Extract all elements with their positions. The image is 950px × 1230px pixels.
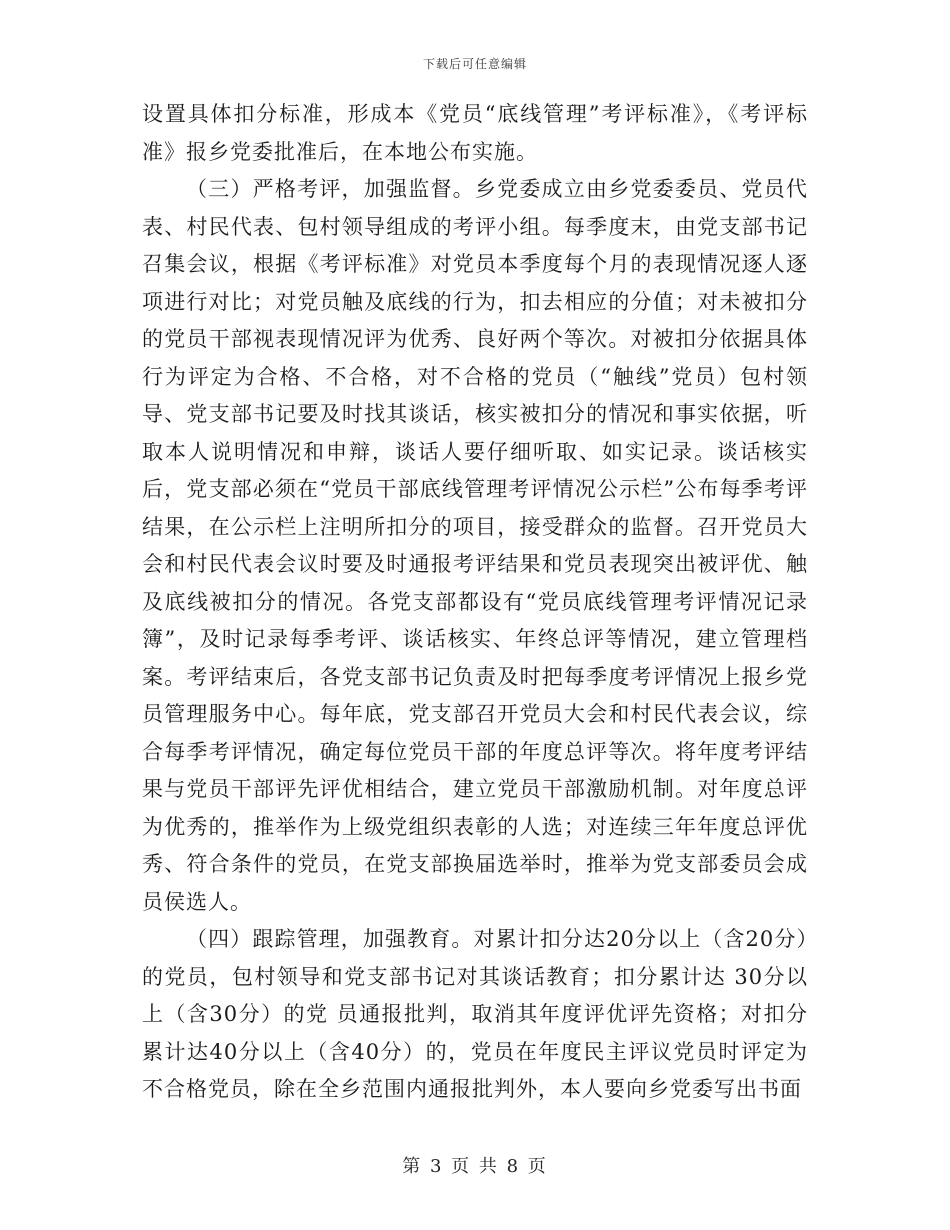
page-label-prefix: 第 xyxy=(402,1156,423,1177)
document-body xyxy=(142,96,808,1109)
page-label-mid-2: 共 xyxy=(478,1156,499,1177)
current-page-number: 3 xyxy=(429,1156,444,1177)
paragraph-3: （四）跟踪管理，加强教育。对累计扣分达20分以上（含20分）的党员，包村领导和党支部书记对其谈话教育；扣分累计达 30分以上（含30分）的党 员通报批判，取消其年度评优评先资格；对扣分累计达40分以上（含40分）的，党员在年度民主评议党员时评定为不合格党员，除在全乡范围内通报批判外，本人要向乡党委写出书面 xyxy=(142,927,808,1101)
total-pages-number: 8 xyxy=(506,1156,521,1177)
page-footer xyxy=(0,1152,950,1178)
paragraph-2: （三）严格考评，加强监督。乡党委成立由乡党委委员、党员代表、村民代表、包村领导组成的考评小组。每季度末，由党支部书记召集会议，根据《考评标准》对党员本季度每个月的表现情况逐人逐项进行对比；对党员触及底线的行为，扣去相应的分值；对未被扣分的党员干部视表现情况评为优秀、良好两个等次。对被扣分依据具体行为评定为合格、不合格，对不合格的党员（“触线”党员）包村领导、党支部书记要及时找其谈话，核实被扣分的情况和事实依据，听取本人说明情况和申辩，谈话人要仔细听取、如实记录。谈话核实后，党支部必须在“党员干部底线管理考评情况公示栏”公布每季考评结果，在公示栏上注明所扣分的项目，接受群众的监督。召开党员大会和村民代表会议时要及时通报考评结果和党员表现突出被评优、触及底线被扣分的情况。各党支部都设有“党员底线管理考评情况记录簿”，及时记录每季考评、谈话核实、年终总评等情况，建立管理档案。考评结束后，各党支部书记负责及时把每季度考评情况上报乡党员管理服务中心。每年底，党支部召开党员大会和村民代表会议，综合每季考评情况，确定每位党员干部的年度总评等次。将年度考评结果与党员干部评先评优相结合，建立党员干部激励机制。对年度总评为优秀的，推举作为上级党组织表彰的人选；对连续三年年度总评优秀、符合条件的党员，在党支部换届选举时，推举为党支部委员会成员侯选人。 xyxy=(142,177,808,914)
paragraph-1: 设置具体扣分标准，形成本《党员“底线管理”考评标准》，《考评标准》报乡党委批准后，在本地公布实施。 xyxy=(142,102,808,164)
page-label-mid-1: 页 xyxy=(451,1156,472,1177)
page-header-note: 下载后可任意编辑 xyxy=(422,57,527,71)
page-label-suffix: 页 xyxy=(527,1156,548,1177)
